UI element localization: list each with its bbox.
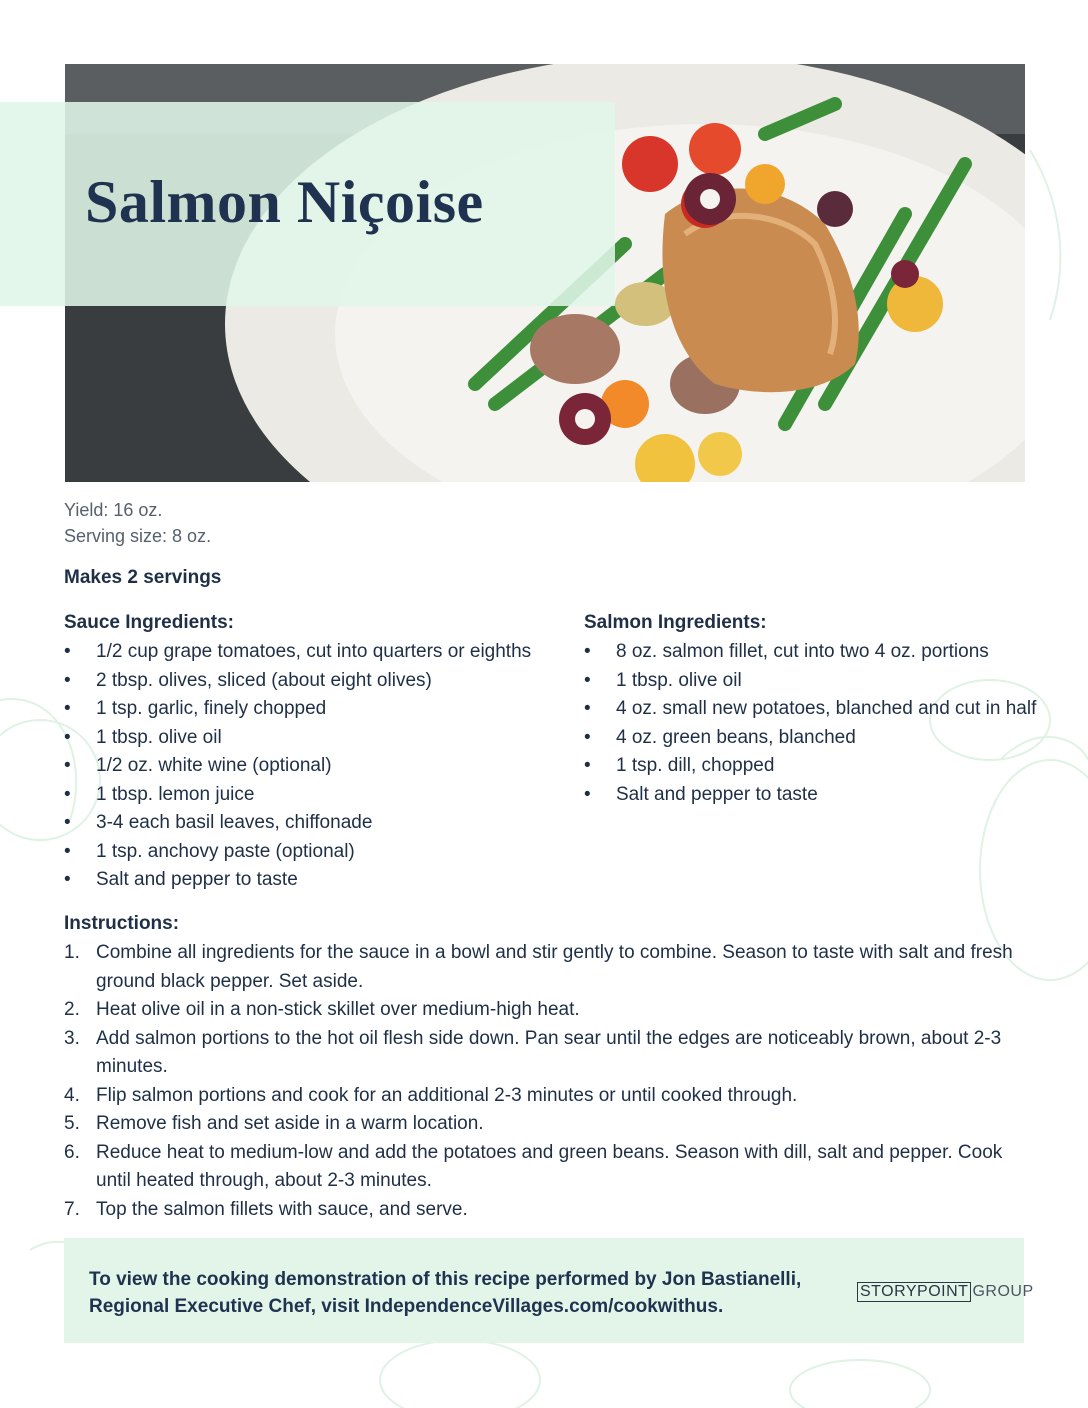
bullet-glyph: • xyxy=(64,669,71,691)
sauce-ingredients-heading: Sauce Ingredients: xyxy=(64,612,234,633)
instruction-step: 3. Add salmon portions to the hot oil flesh side down. Pan sear until the edges are noticeably brown, about 2-3 minutes. xyxy=(64,1027,1002,1077)
list-item: • Salt and pepper to taste xyxy=(584,781,1064,810)
footer-text xyxy=(89,1266,849,1320)
footer-line-2: Regional Executive Chef, visit IndependenceVillages.com/cookwithus. xyxy=(89,1296,724,1317)
sauce-ingredients-section xyxy=(64,610,564,895)
list-item: • 4 oz. green beans, blanched xyxy=(584,724,1064,753)
list-item: • 1 tsp. dill, chopped xyxy=(584,752,1064,781)
bullet-glyph: • xyxy=(64,812,71,833)
instruction-step: 7. Top the salmon fillets with sauce, and serve. xyxy=(64,1198,468,1220)
list-item: • 4 oz. small new potatoes, blanched and cut in half xyxy=(584,695,1064,724)
list-item: • 8 oz. salmon fillet, cut into two 4 oz. portions xyxy=(584,638,1064,667)
salmon-ingredients-list xyxy=(584,638,1064,809)
logo-group-text: GROUP xyxy=(972,1283,1034,1300)
bullet-glyph: • xyxy=(64,755,71,776)
sauce-ingredients-list xyxy=(64,638,564,895)
bullet-glyph: • xyxy=(64,726,71,748)
list-item: • 1 tbsp. olive oil xyxy=(584,667,1064,696)
instructions-section xyxy=(64,911,1024,1224)
instruction-step: 4. Flip salmon portions and cook for an additional 2-3 minutes or until cooked through. xyxy=(64,1084,798,1106)
list-item: • 1/2 cup grape tomatoes, cut into quarters or eighths xyxy=(64,638,564,667)
bullet-glyph: • xyxy=(584,783,591,805)
logo-story-text: STORYPOINT xyxy=(857,1282,971,1302)
bullet-glyph: • xyxy=(64,698,71,719)
list-item: • 1 tsp. garlic, finely chopped xyxy=(64,695,564,724)
footer-banner xyxy=(64,1238,1034,1343)
makes-servings: Makes 2 servings xyxy=(64,567,222,588)
bullet-glyph: • xyxy=(64,641,71,662)
instruction-step: 6. Reduce heat to medium-low and add the potatoes and green beans. Season with dill, salt and pepper. Cook until heated through, about 2-3 minutes. xyxy=(64,1141,1003,1191)
storypoint-group-logo xyxy=(857,1282,1034,1302)
list-item: • 1/2 oz. white wine (optional) xyxy=(64,752,564,781)
bullet-glyph: • xyxy=(584,641,591,662)
bullet-glyph: • xyxy=(584,698,591,719)
salmon-ingredients-section xyxy=(584,610,1064,809)
bullet-glyph: • xyxy=(584,755,591,776)
yield-info xyxy=(64,497,211,549)
salmon-ingredients-heading: Salmon Ingredients: xyxy=(584,612,767,633)
instructions-list xyxy=(64,939,1024,1224)
footer-line-1: To view the cooking demonstration of this recipe performed by Jon Bastianelli, xyxy=(89,1269,802,1290)
page-title: Salmon Niçoise xyxy=(85,169,484,235)
yield-text: Yield: 16 oz. xyxy=(64,500,163,520)
instruction-step: 1. Combine all ingredients for the sauce in a bowl and stir gently to combine. Season to taste with salt and fresh ground black pepper. Set aside. xyxy=(64,942,1013,992)
instructions-heading: Instructions: xyxy=(64,913,180,934)
bullet-glyph: • xyxy=(64,840,71,862)
instruction-step: 5. Remove fish and set aside in a warm location. xyxy=(64,1113,484,1134)
list-item: • Salt and pepper to taste xyxy=(64,866,564,895)
bullet-glyph: • xyxy=(584,726,591,748)
list-item: • 2 tbsp. olives, sliced (about eight olives) xyxy=(64,667,564,696)
instruction-step: 2. Heat olive oil in a non-stick skillet over medium-high heat. xyxy=(64,999,580,1020)
list-item: • 1 tbsp. lemon juice xyxy=(64,781,564,810)
bullet-glyph: • xyxy=(64,783,71,805)
bullet-glyph: • xyxy=(584,669,591,691)
list-item: • 1 tsp. anchovy paste (optional) xyxy=(64,838,564,867)
bullet-glyph: • xyxy=(64,869,71,890)
list-item: • 3-4 each basil leaves, chiffonade xyxy=(64,809,564,838)
list-item: • 1 tbsp. olive oil xyxy=(64,724,564,753)
serving-size-text: Serving size: 8 oz. xyxy=(64,526,212,546)
